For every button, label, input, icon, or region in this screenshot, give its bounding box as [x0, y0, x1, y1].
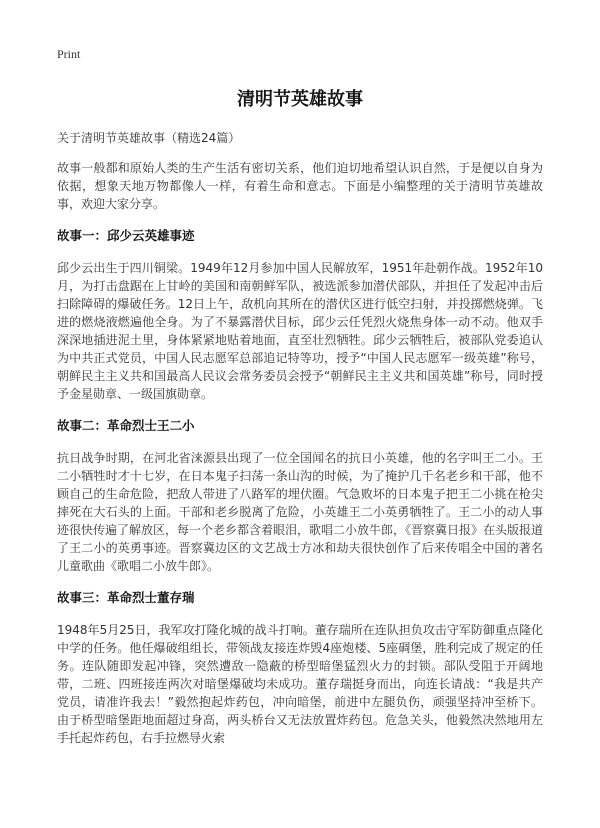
section-body-3: 1948年5月25日，我军攻打隆化城的战斗打响。董存瑞所在连队担负攻击守军防御重点隆化中学的任务。他任爆破组组长，带领战友接连炸毁4座炮楼、5座碉堡，胜利完成了规定的任务。连队随即发起冲锋，突然遭敌一隐蔽的桥型暗堡猛烈火力的封锁。部队受阻于开阔地带，二班、四班接连两次对暗堡爆破均未成功。董存瑞挺身而出，向连长请战：“我是共产党员，请准许我去！”毅然抱起炸药包，冲向暗堡，前进中左腿负伤，顽强坚持冲至桥下。由于桥型暗堡距地面超过身高，两头桥台又无法放置炸药包。危急关头，他毅然决然地用左手托起炸药包，右手拉燃导火索: [57, 623, 543, 745]
section-heading-3: 故事三：革命烈士董存瑞: [57, 590, 195, 605]
document-page: [57, 46, 543, 747]
section-body-1: 邱少云出生于四川铜梁。1949年12月参加中国人民解放军，1951年赴朝作战。1952年10月，为打击盘踞在上甘岭的美国和南朝鲜军队，被选派参加潜伏部队，并担任了发起冲击后扫除障碍的爆破任务。12日上午，敌机向其所在的潜伏区进行低空扫射，并投掷燃烧弹。飞进的燃烧液燃遍他全身。为了不暴露潜伏目标，邱少云任凭烈火烧焦身体一动不动。他双手深深地插进泥土里，身体紧紧地贴着地面，直至壮烈牺牲。邱少云牺牲后，被部队党委追认为中共正式党员，中国人民志愿军总部追记特等功，授予“中国人民志愿军一级英雄”称号，朝鲜民主主义共和国最高人民议会常务委员会授予“朝鲜民主主义共和国英雄”称号，同时授予金星勋章、一级国旗勋章。: [57, 261, 543, 401]
intro-paragraph: 故事一般都和原始人类的生产生活有密切关系，他们迫切地希望认识自然，于是便以自身为依据，想象天地万物都像人一样，有着生命和意志。下面是小编整理的关于清明节英雄故事，欢迎大家分享。: [57, 161, 543, 211]
document-subtitle: 关于清明节英雄故事（精选24篇）: [57, 131, 241, 145]
section-heading-2: 故事二：革命烈士王二小: [57, 418, 195, 433]
section-heading-1: 故事一：邱少云英雄事迹: [57, 228, 195, 243]
page-title: 清明节英雄故事: [237, 89, 363, 110]
print-label[interactable]: Print: [57, 47, 81, 61]
section-body-2: 抗日战争时期，在河北省涞源县出现了一位全国闻名的抗日小英雄，他的名字叫王二小。王二小牺牲时才十七岁，在日本鬼子扫荡一条山沟的时候，为了掩护几千名老乡和干部，他不顾自己的生命危险，把敌人带进了八路军的埋伏圈。气急败坏的日本鬼子把王二小挑在枪尖摔死在大石头的上面。干部和老乡脱离了危险，小英雄王二小英勇牺牲了。王二小的动人事迹很快传遍了解放区，每一个老乡都含着眼泪，歌唱二小放牛郎，《晋察冀日报》在头版报道了王二小的英勇事迹。晋察冀边区的文艺战士方冰和劫夫很快创作了后来传唱全中国的著名儿童歌曲《歌唱二小放牛郎》。: [57, 451, 544, 573]
